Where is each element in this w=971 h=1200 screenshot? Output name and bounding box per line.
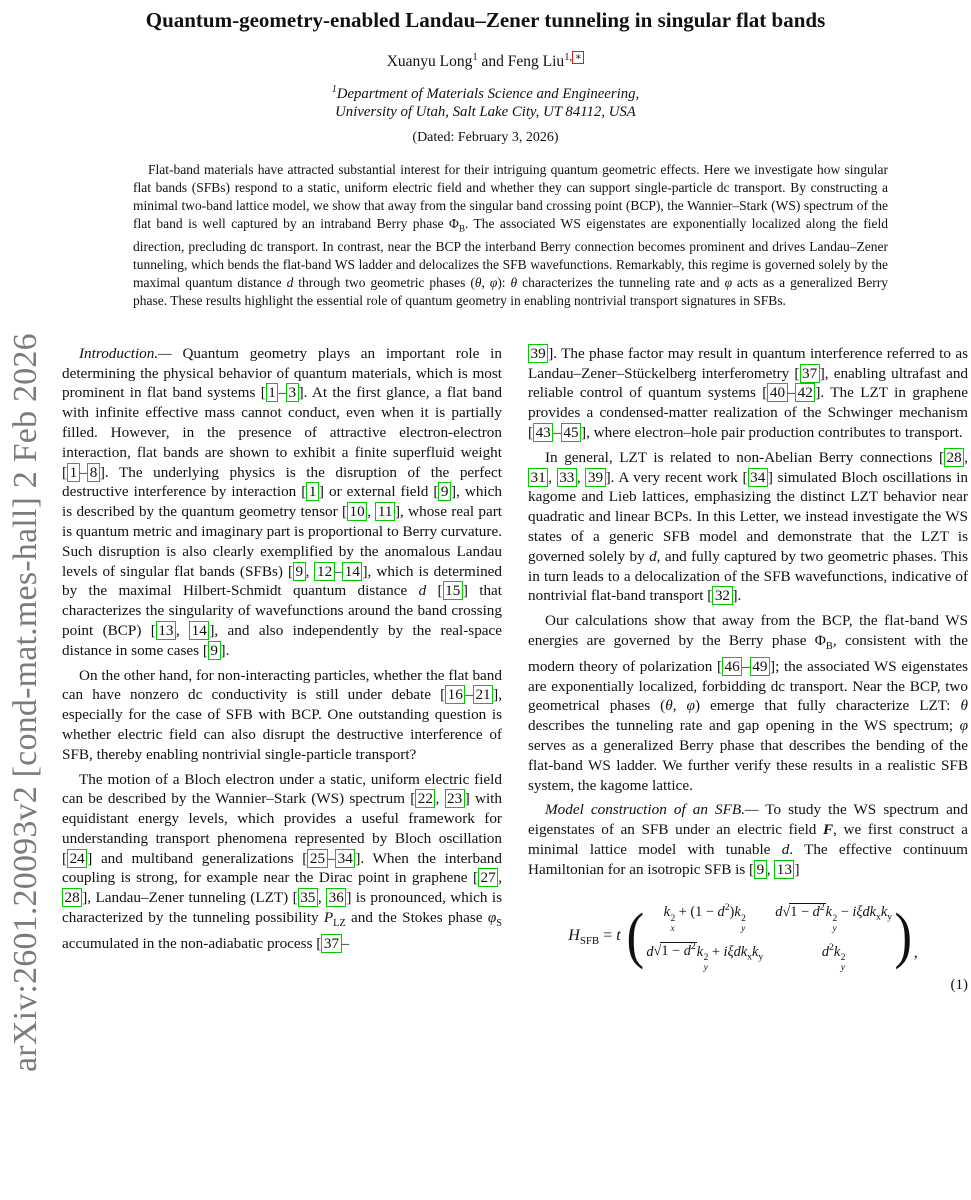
equation-1: $H_{SFB} = t$ ( k 2 x + $(1 - d^2)k$ 2 y $d√1 - d^2k$ 2 y − $i\xi dk_xk_y$ $d√1 - d^2k$ 2 y + $i\xi dk_xk_y$ $d^2k$ 2 y ) , (1) <box>528 896 968 982</box>
citation-link[interactable]: 1 <box>306 482 319 501</box>
body-columns <box>62 344 968 1116</box>
citation-link[interactable]: 39 <box>528 344 548 363</box>
paragraph-introduction: Introduction.— Quantum geometry plays an important role in determining the physical behavior of quantum materials, which is most prominent in flat band systems [ 1 – 3 ]. At the first glance, a flat band with infinite effective mass cannot conduct, even when it is partially filled. However, in the presence of attractive electron-electron interaction, flat bands are shown to exhibit a finite superfluid weight [ 1 – 8 ]. The underlying physics is the disruption of the perfect destructive interference by interaction [ 1 ] or external field [ 9 ], which is described by the quantum geometry tensor [ 10 , 11 ], whose real part is quantum metric and imaginary part is proportional to Berry curvature. Such disruption is also clearly exemplified by the anomalous Landau levels of singular flat bands (SFBs) [ 9 , 12 – 14 ], which is determined by the maximal Hilbert-Schmidt quantum distance d [ 15 ] that characterizes the singularity of wavefunctions around the band crossing point (BCP) [ 13 , 14 ], and also independently by the real-space distance in some cases [ 9 ]. <box>62 344 503 659</box>
right-column <box>528 344 968 1116</box>
citation-link[interactable]: 28 <box>62 888 82 907</box>
citation-link[interactable]: 11 <box>375 502 395 521</box>
citation-link[interactable]: 42 <box>795 383 815 402</box>
citation-link[interactable]: 23 <box>445 789 465 808</box>
citation-link[interactable]: 12 <box>314 562 334 581</box>
affiliation-line-1: $^1$Department of Materials Science and Engineering, <box>331 84 640 103</box>
paragraph: In general, LZT is related to non-Abelian Berry connections [ 28 , 31 , 33 , 39 ]. A very recent work [ 34 ] simulated Bloch oscillations in kagome and Lieb lattices, emphasizing the distinct LZT behavior near quadratic and linear BCPs. In this Letter, we instead investigate the WS states of a generic SFB model and demonstrate that the LZT is governed solely by d, and fully captured by two geometric phases. This in turn leads to a delocalization of the SFB wavefunctions, indicative of nontrivial flat-band transport [ 32 ]. <box>528 448 968 605</box>
citation-link[interactable]: 36 <box>326 888 346 907</box>
citation-link[interactable]: 8 <box>87 463 100 482</box>
footnote-asterisk-link[interactable]: ∗ <box>572 51 584 64</box>
citation-link[interactable]: 9 <box>438 482 451 501</box>
citation-link[interactable]: 9 <box>208 641 221 660</box>
hamiltonian-matrix <box>646 903 892 975</box>
paper-title: Quantum-geometry-enabled Landau–Zener tunneling in singular flat bands <box>145 8 826 32</box>
abstract: Flat-band materials have attracted substantial interest for their intriguing quantum geometric effects. Here we investigate how singular flat bands (SFBs) respond to a static, uniform electric field and whether they can support single-particle dc transport. By constructing a minimal two-band lattice model, we show that away from the singular band crossing point (BCP), the Wannier–Stark (WS) spectrum of the flat band is well captured by an intraband Berry phase $\Phi_B$. The associated WS eigenstates are exponentially localized along the field direction, precluding dc transport. In contrast, near the BCP the interband Berry connection becomes prominent and drives Landau–Zener tunneling, which bends the flat-band WS ladder and delocalizes the SFB wavefunctions. Remarkably, this regime is governed solely by the maximal quantum distance d through two geometric phases (θ, φ): θ characterizes the tunneling rate and φ acts as a generalized Berry phase. These results highlight the essential role of quantum geometry in enabling nontrivial transport signatures in SFBs. <box>133 162 889 308</box>
equation-trailing-comma: , <box>913 943 918 961</box>
citation-link[interactable]: 9 <box>754 860 767 879</box>
citation-link[interactable]: 28 <box>944 448 964 467</box>
citation-link[interactable]: 49 <box>750 657 770 676</box>
citation-link[interactable]: 34 <box>748 468 768 487</box>
left-column <box>62 344 502 1116</box>
citation-link[interactable]: 39 <box>585 468 605 487</box>
citation-link[interactable]: 46 <box>722 657 742 676</box>
citation-link[interactable]: 31 <box>528 468 548 487</box>
matrix-cell-r2c2: $d^2k$ 2 y <box>821 941 846 974</box>
matrix-cell-r1c1: k 2 x + $(1 - d^2)k$ 2 y <box>663 901 746 934</box>
citation-link[interactable]: 1 <box>67 463 80 482</box>
citation-link[interactable]: 13 <box>774 860 794 879</box>
citation-link[interactable]: 33 <box>557 468 577 487</box>
citation-link[interactable]: 16 <box>445 685 465 704</box>
paragraph: On the other hand, for non-interacting particles, whether the flat band can have nonzero dc conductivity is still under debate [ 16 – 21 ], especially for the case of SFB with BCP. One outstanding question is whether electric field can also disrupt the destructive interference of SFB, thereby enabling nontrivial single-particle transport? <box>62 666 502 763</box>
paragraph: 39 ]. The phase factor may result in quantum interference referred to as Landau–Zener–Stückelberg interferometry [ 37 ], enabling ultrafast and reliable control of quantum systems [ 40 – 42 ]. The LZT in graphene provides a condensed-matter realization of the Schwinger mechanism [ 43 – 45 ], where electron–hole pair production contributes to transport. <box>528 344 968 441</box>
citation-link[interactable]: 10 <box>347 502 367 521</box>
citation-link[interactable]: 32 <box>712 586 732 605</box>
citation-link[interactable]: 15 <box>443 581 463 600</box>
matrix-cell-r1c2: $d√1 - d^2k$ 2 y − $i\xi dk_xk_y$ <box>775 901 893 934</box>
citation-link[interactable]: 21 <box>473 685 493 704</box>
citation-link[interactable]: 25 <box>307 849 327 868</box>
paragraph-model-construction: Model construction of an SFB.— To study the WS spectrum and eigenstates of an SFB under an electric field F, we first construct a minimal lattice model with tunable d. The effective continuum Hamiltonian for an isotropic SFB is [ 9 , 13 ] <box>528 801 968 878</box>
citation-link[interactable]: 43 <box>533 423 553 442</box>
matrix-cell-r2c1: $d√1 - d^2k$ 2 y + $i\xi dk_xk_y$ <box>646 941 764 974</box>
paragraph: The motion of a Bloch electron under a static, uniform electric field can be described by the Wannier–Stark (WS) spectrum [ 22 , 23 ] with equidistant energy levels, which provides a useful framework for understanding transport phenomena represented by Bloch oscillation [ 24 ] and multiband generalizations [ 25 – 34 ]. When the interband coupling is strong, for example near the Dirac point in graphene [ 27 , 28 ], Landau–Zener tunneling (LZT) [ 35 , 36 ] is pronounced, which is characterized by the tunneling possibility $P_{LZ}$ and the Stokes phase $\varphi_S$ accumulated in the non-adiabatic process [ 37 – <box>62 770 502 952</box>
citation-link[interactable]: 24 <box>67 849 87 868</box>
affiliation-line-2: University of Utah, Salt Lake City, UT 84112, USA <box>335 104 636 121</box>
citation-link[interactable]: 22 <box>415 789 435 808</box>
citation-link[interactable]: 45 <box>561 423 581 442</box>
citation-link[interactable]: 14 <box>189 621 209 640</box>
equation-number: (1) <box>950 976 968 993</box>
paragraph: Our calculations show that away from the BCP, the flat-band WS energies are governed by the Berry phase $\Phi_B$, consistent with the modern theory of polarization [ 46 – 49 ]; the associated WS eigenstates are exponentially localized, forbidding dc transport. Near the BCP, two geometrical phases (θ, φ) emerge that fully characterize LZT: θ describes the tunneling rate and gap opening in the WS spectrum; φ serves as a generalized Berry phase that describes the bending of the flat-band WS ladder. We further verify these results in a realistic SFB system, the kagome lattice. <box>528 612 968 794</box>
arxiv-watermark: arXiv:2601.20093v2 [cond-mat.mes-hall] 2 Feb 2026 <box>7 333 44 1072</box>
citation-link[interactable]: 14 <box>342 562 362 581</box>
citation-link[interactable]: 3 <box>286 383 299 402</box>
equation-lhs: $H_{SFB} = t$ <box>568 926 621 947</box>
authors-line: Xuanyu Long$^1$ and Feng Liu$^{1,}$ ∗ <box>0 51 971 71</box>
citation-link[interactable]: 13 <box>156 621 176 640</box>
date-line: (Dated: February 3, 2026) <box>412 130 559 146</box>
citation-link[interactable]: 37 <box>321 934 341 953</box>
citation-link[interactable]: 35 <box>298 888 318 907</box>
citation-link[interactable]: 34 <box>335 849 355 868</box>
citation-link[interactable]: 37 <box>800 364 820 383</box>
paper-header <box>0 0 971 146</box>
citation-link[interactable]: 1 <box>266 383 279 402</box>
citation-link[interactable]: 9 <box>293 562 306 581</box>
citation-link[interactable]: 27 <box>478 868 498 887</box>
citation-link[interactable]: 40 <box>767 383 787 402</box>
